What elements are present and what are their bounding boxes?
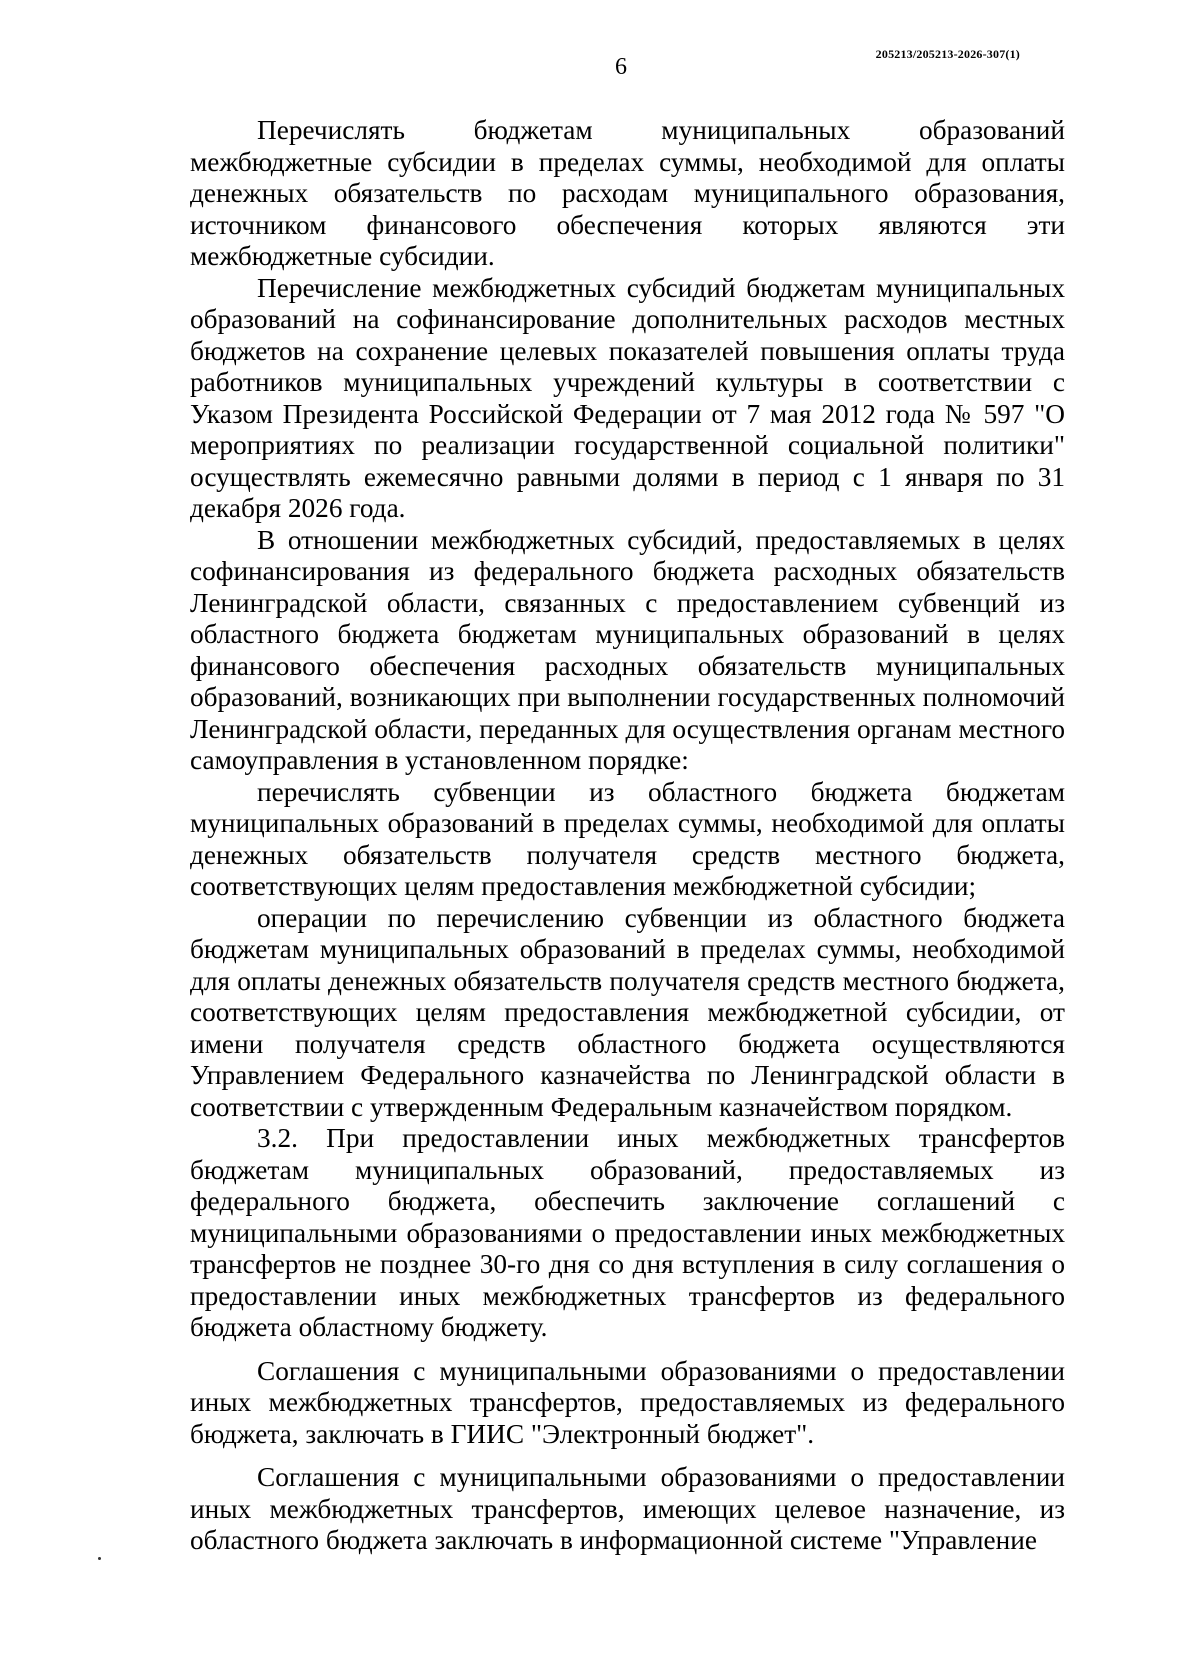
paragraph-culture-cofinancing: Перечисление межбюджетных субсидий бюджетам муниципальных образований на софинансирование дополнительных расходов местных бюджетов на сохранение целевых показателей повышения оплаты труда работников муниципальных учреждений культуры в соответствии с Указом Президента Российской Федерации от 7 мая 2012 года № 597 "О мероприятиях по реализации государственной социальной политики" осуществлять ежемесячно равными долями в период с 1 января по 31 декабря 2026 года.	[190, 272, 1065, 523]
document-body	[190, 115, 1065, 1557]
page-number: 6	[615, 54, 627, 80]
paragraph-treasury-operations: операции по перечислению субвенции из областного бюджета бюджетам муниципальных образований в пределах суммы, необходимой для оплаты денежных обязательств получателя средств местного бюджета, соответствующих целям предоставления межбюджетной субсидии, от имени получателя средств областного бюджета осуществляются Управлением Федерального казначейства по Ленинградской области в соответствии с утвержденным Федеральным казначейством порядком.	[190, 902, 1065, 1122]
paragraph-electronic-budget-agreements: Соглашения с муниципальными образованиями о предоставлении иных межбюджетных трансфертов, предоставляемых из федерального бюджета, заключать в ГИИС "Электронный бюджет".	[190, 1355, 1065, 1449]
paragraph-section-3-2: 3.2. При предоставлении иных межбюджетных трансфертов бюджетам муниципальных образований, предоставляемых из федерального бюджета, обеспечить заключение соглашений с муниципальными образованиями о предоставлении иных межбюджетных трансфертов не позднее 30-го дня со дня вступления в силу соглашения о предоставлении иных межбюджетных трансфертов из федерального бюджета областному бюджету.	[190, 1123, 1065, 1342]
document-registration-code: 205213/205213-2026-307(1)	[875, 47, 1020, 61]
paragraph-regional-agreements: Соглашения с муниципальными образованиями о предоставлении иных межбюджетных трансфертов, имеющих целевое назначение, из областного бюджета заключать в информационной системе "Управление	[190, 1462, 1065, 1555]
paragraph-transfer-subsidies: Перечислять бюджетам муниципальных образований межбюджетные субсидии в пределах суммы, необходимой для оплаты денежных обязательств по расходам муниципального образования, источником финансового обеспечения которых являются эти межбюджетные субсидии.	[190, 115, 1065, 271]
paragraph-federal-cofinancing: В отношении межбюджетных субсидий, предоставляемых в целях софинансирования из федерального бюджета расходных обязательств Ленинградской области, связанных с предоставлением субвенций из областного бюджета бюджетам муниципальных образований в целях финансового обеспечения расходных обязательств муниципальных образований, возникающих при выполнении государственных полномочий Ленинградской области, переданных для осуществления органам местного самоуправления в установленном порядке:	[190, 524, 1065, 775]
paragraph-transfer-subventions: перечислять субвенции из областного бюджета бюджетам муниципальных образований в пределах суммы, необходимой для оплаты денежных обязательств получателя средств местного бюджета, соответствующих целям предоставления межбюджетной субсидии;	[190, 776, 1065, 901]
scan-artifact-dot	[98, 1557, 101, 1560]
